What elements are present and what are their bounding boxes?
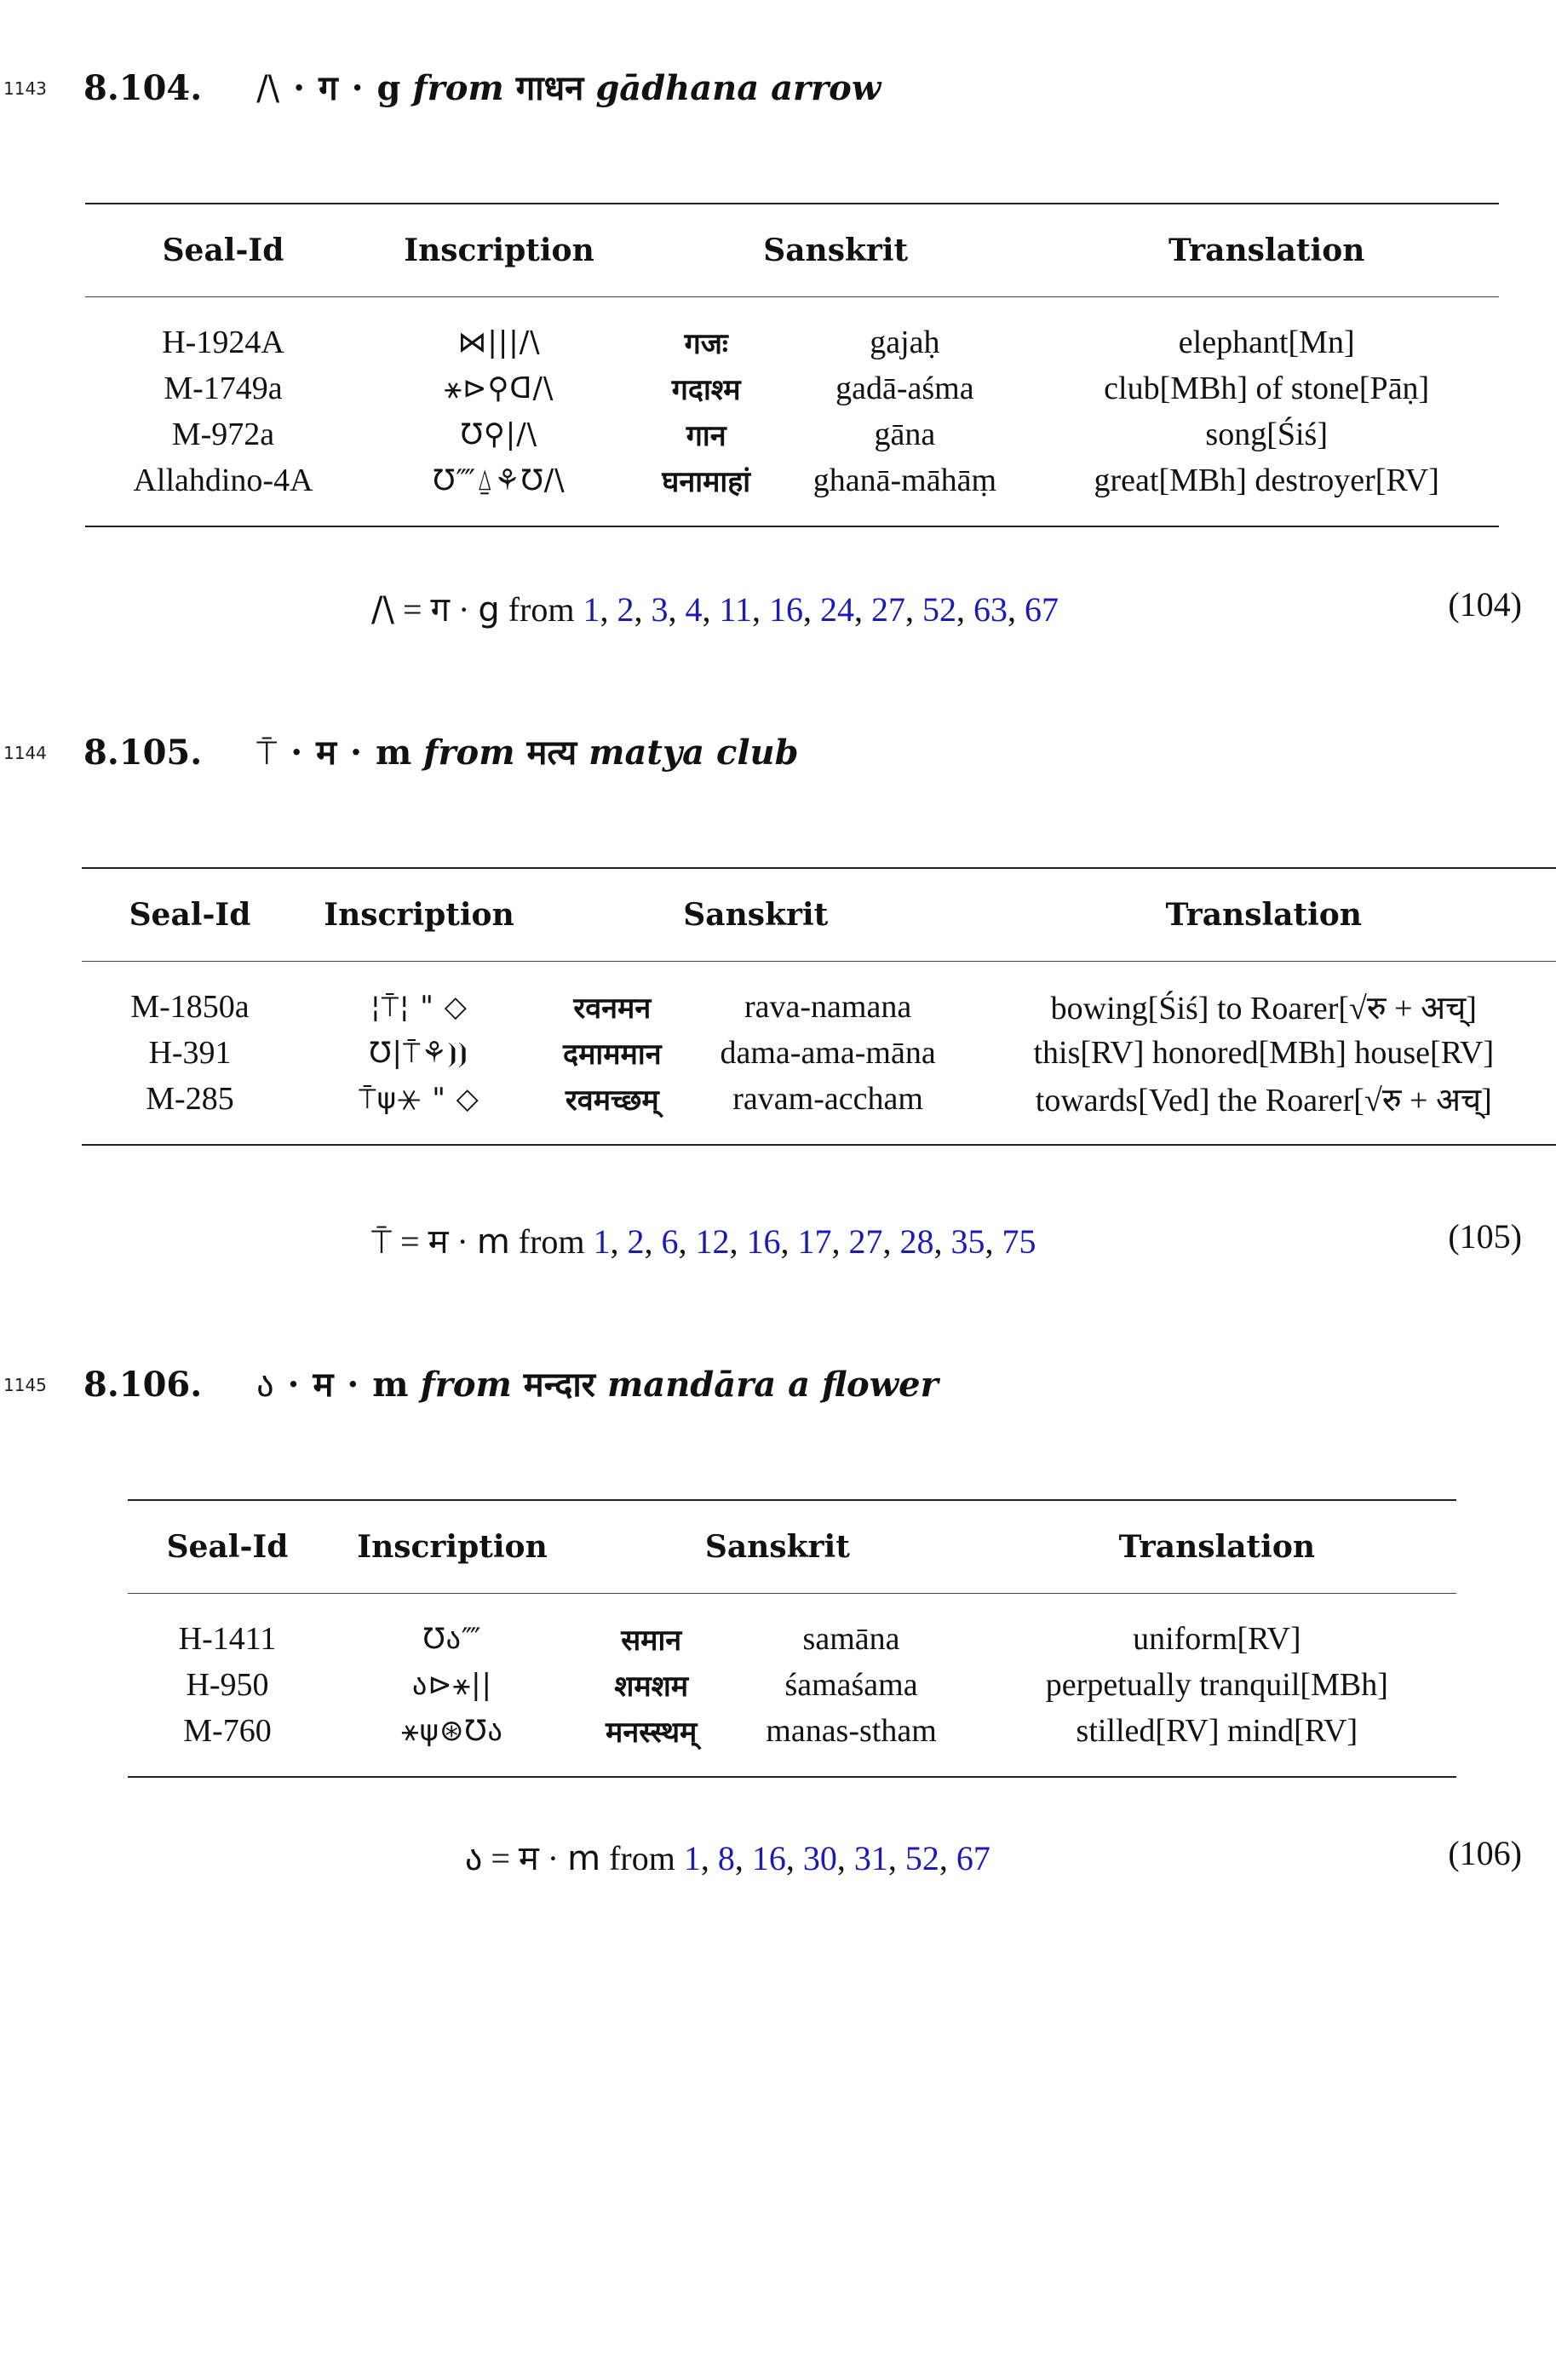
table-row [82, 962, 1556, 1031]
reference-link[interactable]: 30 [802, 1839, 837, 1877]
table-row [85, 411, 1499, 457]
seal-id: M-972a [171, 417, 275, 452]
seal-id: M-285 [146, 1081, 234, 1117]
devanagari-letter: ग [430, 590, 451, 629]
sanskrit-devanagari: गदाश्म [671, 373, 741, 407]
source-word-meaning: arrow [771, 68, 881, 108]
devanagari-letter: म [316, 733, 337, 773]
from-word: from [518, 1222, 585, 1261]
translation: song[Śiś] [1205, 417, 1328, 452]
seal-id: M-1749a [164, 371, 283, 406]
reference-link[interactable]: 11 [719, 590, 753, 629]
sign-equation: /\ = ग · g from 1, 2, 3, 4, 11, 16, 24, 27, 52, 63, 67 [371, 590, 1059, 629]
table-row [85, 297, 1499, 366]
latin-letter: m [567, 1839, 601, 1878]
source-word-devanagari: मत्य [526, 733, 577, 773]
latin-letter: g [376, 68, 401, 108]
sanskrit-devanagari: रवमच्छम् [565, 1084, 659, 1118]
seal-table [128, 1499, 1456, 1778]
table-row [82, 1030, 1556, 1076]
latin-letter: m [375, 733, 412, 773]
translation: uniform[RV] [1133, 1621, 1301, 1657]
line-number: 1145 [3, 1375, 47, 1395]
equals-sign: = [400, 1222, 420, 1261]
source-word-translit: gādhana [595, 68, 760, 108]
from-word: from [508, 590, 575, 629]
table-row [85, 365, 1499, 411]
sanskrit-translit: dama-ama-māna [720, 1035, 936, 1071]
sanskrit-translit: samāna [802, 1621, 900, 1657]
sanskrit-devanagari: दमाममान [563, 1038, 662, 1072]
translation: perpetually tranquil[MBh] [1045, 1667, 1388, 1703]
sanskrit-translit: ghanā-māhāṃ [812, 463, 996, 498]
seal-id: H-1924A [162, 325, 284, 360]
header-seal-id: Seal-Id [82, 868, 298, 962]
section-heading: 8.106. ა · म · m from मन्दार mandāra a flower [83, 1365, 939, 1405]
source-word-translit: matya [589, 733, 705, 773]
inscription-glyphs: Ʊ⚲|/\ [460, 417, 538, 451]
inscription-glyphs: Ʊა⁗ [422, 1622, 482, 1656]
table-row [128, 1708, 1456, 1777]
header-translation: Translation [1034, 204, 1499, 297]
header-sanskrit: Sanskrit [637, 204, 1034, 297]
devanagari-letter: म [428, 1222, 449, 1262]
reference-link[interactable]: 31 [853, 1839, 888, 1877]
from-word: from [412, 68, 504, 108]
reference-link[interactable]: 16 [746, 1222, 781, 1261]
translation: bowing[Śiś] to Roarer[√रु + अच्] [1050, 991, 1477, 1026]
reference-link[interactable]: 1 [683, 1839, 701, 1877]
equation-number: (106) [1448, 1834, 1522, 1872]
seal-id: H-1411 [178, 1621, 277, 1657]
sanskrit-translit: manas-stham [766, 1713, 937, 1749]
header-seal-id: Seal-Id [128, 1500, 327, 1594]
reference-link[interactable]: 24 [820, 590, 855, 629]
seal-table [82, 867, 1556, 1146]
sanskrit-devanagari: मनस्स्थम् [606, 1716, 698, 1750]
equals-sign: = [491, 1839, 510, 1877]
header-inscription: Inscription [327, 1500, 577, 1594]
section-number: 8.104. [83, 68, 203, 108]
translation: elephant[Mn] [1178, 325, 1355, 360]
source-word-meaning: club [715, 733, 799, 773]
section-heading: 8.104. /\ · ग · g from गाधन gādhana arrow [83, 68, 881, 108]
equals-sign: = [402, 590, 422, 629]
devanagari-letter: ग [319, 69, 338, 108]
inscription-glyphs: ⋈|||/\ [457, 325, 541, 359]
sanskrit-translit: gajaḥ [870, 325, 940, 360]
sanskrit-translit: śamaśama [784, 1667, 918, 1703]
header-translation: Translation [978, 1500, 1456, 1594]
reference-link[interactable]: 12 [695, 1222, 730, 1261]
sanskrit-devanagari: गजः [684, 327, 728, 361]
line-number: 1143 [3, 78, 47, 99]
reference-link[interactable]: 52 [904, 1839, 939, 1877]
seal-id: M-1850a [130, 989, 250, 1025]
devanagari-letter: म [313, 1365, 334, 1405]
reference-link[interactable]: 67 [1025, 590, 1059, 629]
inscription-glyphs: ⍑ψ⚹ " ◇ [359, 1082, 479, 1116]
inscription-glyphs: ა⊳⚹|| [411, 1668, 493, 1702]
reference-link[interactable]: 16 [769, 590, 804, 629]
reference-link[interactable]: 35 [950, 1222, 985, 1261]
reference-link[interactable]: 63 [973, 590, 1008, 629]
seal-id: H-391 [148, 1035, 232, 1071]
header-translation: Translation [972, 868, 1556, 962]
reference-link[interactable]: 17 [797, 1222, 832, 1261]
reference-link[interactable]: 75 [1002, 1222, 1036, 1261]
sanskrit-devanagari: गान [686, 419, 726, 453]
seal-id: H-950 [186, 1667, 269, 1703]
source-word-devanagari: मन्दार [523, 1365, 596, 1405]
sanskrit-translit: ravam-accham [732, 1081, 923, 1117]
indus-sign-flower-icon: ა [465, 1839, 483, 1878]
translation: towards[Ved] the Roarer[√रु + अच्] [1035, 1083, 1492, 1118]
reference-link[interactable]: 2 [617, 590, 634, 629]
devanagari-letter: म [518, 1839, 539, 1878]
reference-link[interactable]: 6 [661, 1222, 679, 1261]
reference-link[interactable]: 16 [751, 1839, 786, 1877]
reference-link[interactable]: 2 [627, 1222, 645, 1261]
sign-equation: ⍑ = म · m from 1, 2, 6, 12, 16, 17, 27, 28, 35, 75 [371, 1222, 1036, 1262]
inscription-glyphs: ¦⍑¦ " ◇ [370, 990, 468, 1024]
table-row [128, 1594, 1456, 1663]
section-number: 8.105. [83, 733, 203, 773]
indus-sign-arrow-icon: /\ [371, 590, 394, 629]
header-sanskrit: Sanskrit [577, 1500, 978, 1594]
sanskrit-devanagari: शमशम [614, 1670, 689, 1704]
reference-link[interactable]: 8 [717, 1839, 735, 1877]
table-row [82, 1076, 1556, 1145]
header-inscription: Inscription [361, 204, 637, 297]
reference-link[interactable]: 27 [848, 1222, 883, 1261]
reference-link[interactable]: 1 [583, 590, 600, 629]
equation-number: (104) [1448, 585, 1522, 624]
seal-table [85, 203, 1499, 527]
reference-list: 1, 2, 6, 12, 16, 17, 27, 28, 35, 75 [593, 1222, 1036, 1261]
inscription-glyphs: Ʊ⁗⍙⚘Ʊ/\ [433, 463, 566, 497]
sanskrit-devanagari: रवनमन [573, 992, 652, 1026]
source-word-devanagari: गाधन [515, 69, 584, 108]
header-inscription: Inscription [298, 868, 540, 962]
sanskrit-translit: rava-namana [744, 989, 912, 1025]
indus-sign-flower-icon: ა [256, 1365, 274, 1405]
sanskrit-translit: gadā-aśma [835, 371, 974, 406]
sanskrit-devanagari: घनामाहां [662, 465, 751, 499]
indus-sign-club-icon: ⍑ [256, 733, 278, 773]
from-word: from [423, 733, 515, 773]
latin-letter: g [478, 590, 500, 629]
source-word-meaning: a flower [788, 1365, 939, 1405]
latin-letter: m [372, 1365, 409, 1405]
seal-id: Allahdino-4A [133, 463, 313, 498]
header-seal-id: Seal-Id [85, 204, 361, 297]
translation: club[MBh] of stone[Pāṇ] [1104, 371, 1430, 406]
equation-number: (105) [1448, 1217, 1522, 1256]
reference-link[interactable]: 52 [922, 590, 957, 629]
sanskrit-translit: gāna [874, 417, 936, 452]
from-word: from [609, 1839, 675, 1877]
line-number: 1144 [3, 743, 47, 763]
reference-list: 1, 8, 16, 30, 31, 52, 67 [683, 1839, 990, 1877]
inscription-glyphs: ⚹ψ⊛Ʊა [401, 1714, 503, 1748]
section-number: 8.106. [83, 1365, 203, 1405]
reference-link[interactable]: 3 [651, 590, 669, 629]
indus-sign-club-icon: ⍑ [371, 1222, 392, 1262]
table-row [85, 457, 1499, 526]
source-word-translit: mandāra [606, 1365, 777, 1405]
inscription-glyphs: Ʊ|⍑⚘⦘⦘ [369, 1036, 469, 1070]
reference-list: 1, 2, 3, 4, 11, 16, 24, 27, 52, 63, 67 [583, 590, 1059, 629]
header-sanskrit: Sanskrit [540, 868, 972, 962]
section-heading: 8.105. ⍑ · म · m from मत्य matya club [83, 733, 799, 773]
indus-sign-arrow-icon: /\ [256, 69, 280, 108]
translation: this[RV] honored[MBh] house[RV] [1033, 1035, 1495, 1071]
seal-id: M-760 [183, 1713, 272, 1749]
reference-link[interactable]: 1 [593, 1222, 611, 1261]
translation: stilled[RV] mind[RV] [1076, 1713, 1358, 1749]
table-row [128, 1662, 1456, 1708]
reference-link[interactable]: 27 [871, 590, 906, 629]
latin-letter: m [476, 1222, 510, 1262]
sanskrit-devanagari: समान [621, 1624, 682, 1658]
inscription-glyphs: ⚹⊳⚲ᗡ/\ [444, 371, 554, 405]
from-word: from [420, 1365, 512, 1405]
sign-equation: ა = म · m from 1, 8, 16, 30, 31, 52, 67 [465, 1839, 990, 1878]
reference-link[interactable]: 28 [899, 1222, 934, 1261]
reference-link[interactable]: 4 [685, 590, 703, 629]
translation: great[MBh] destroyer[RV] [1094, 463, 1439, 498]
reference-link[interactable]: 67 [956, 1839, 990, 1877]
